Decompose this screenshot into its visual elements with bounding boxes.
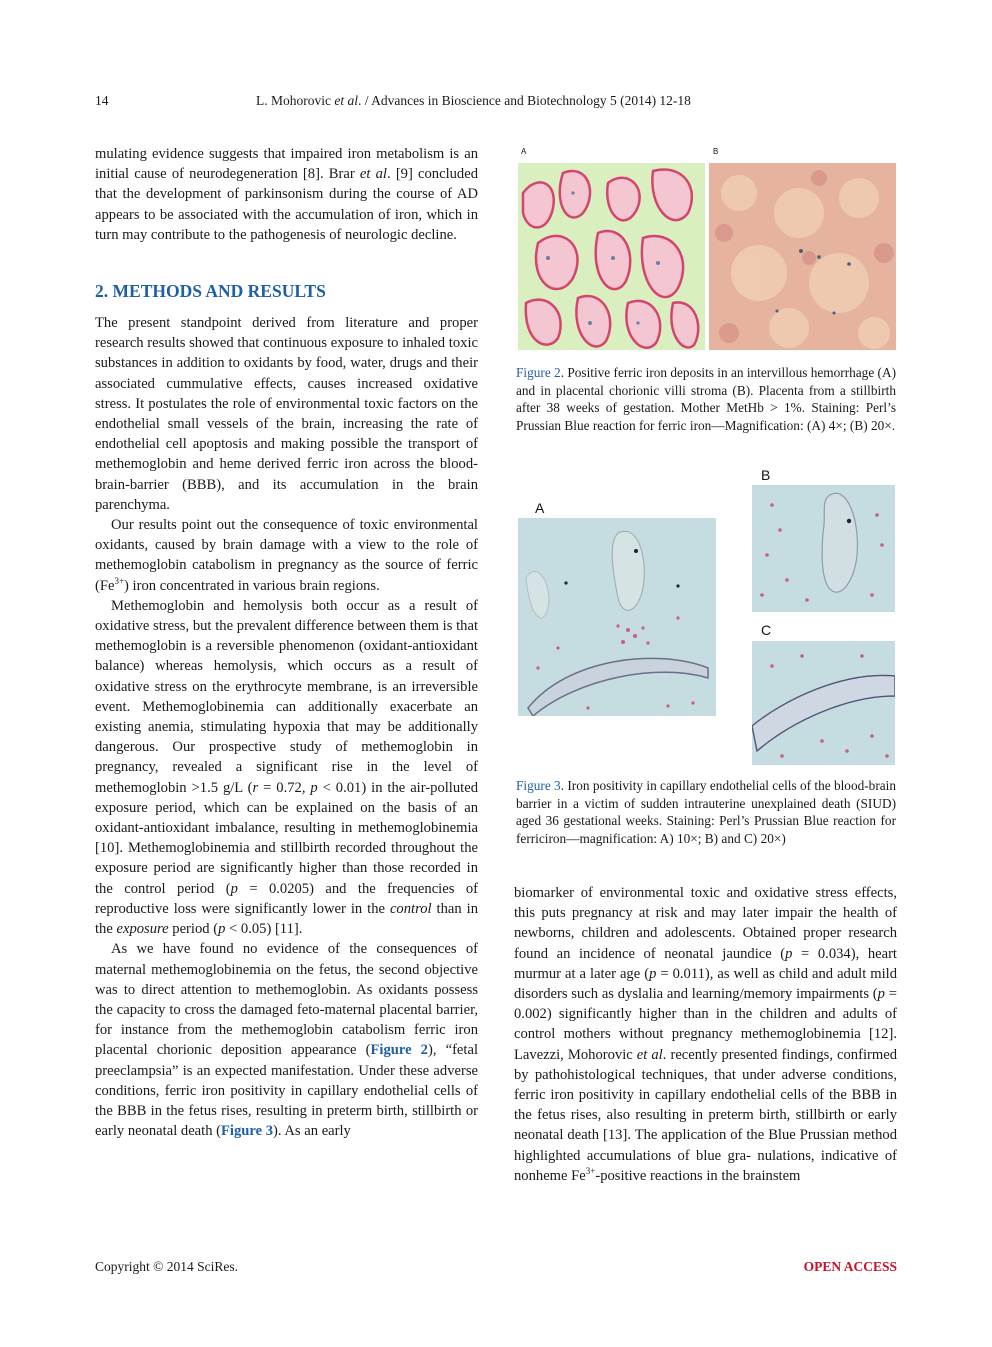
p4-text-1: As we have found no evidence of the consequences of maternal methemoglobinemia on the fetus, the second objective was to direct attention to methemoglobin. As oxidants possess the capacity to cross the damaged feto-maternal placental barrier, for instance from the methemoglobin catabolism ferric iron placental chorionic deposition appearance ( <box>95 941 478 1059</box>
figure-3-link[interactable]: Figure 3 <box>221 1123 274 1140</box>
figure2-panel-b-image <box>709 163 896 350</box>
figure2-panel-a-letter: A <box>521 147 527 156</box>
header-etal: et al <box>334 93 358 108</box>
figure3-panel-b-letter: B <box>761 467 771 483</box>
p3-text-6: period ( <box>168 921 219 938</box>
page-number: 14 <box>95 93 109 108</box>
p3-text-2: = 0.72, <box>258 779 311 796</box>
rc-text-5: . recently presented findings, confirmed by pathohistological techniques, that under adverse conditions, ferric iron positivity in capillary endothelial cells of the BBB in the fetus rises, also resulting in preterm birth, stillbirth or early neonatal death [13]. The application of the Blue Prussian method highlighted accumulations of blue gra- nulations, indicative of nonheme Fe <box>514 1046 897 1184</box>
figure-2-link[interactable]: Figure 2 <box>370 1042 428 1059</box>
intro-text-2: . [9] concluded that the development of parkinsonism during the course of AD appears to be associated with the accumulation of iron, which in turn may contribute to the pathogenesis of neurologic decline. <box>95 166 478 243</box>
rc-text-1: biomarker of environmental toxic and oxidative stress effects, this puts pregnancy at risk and may later impair the health of newborns, children and adolescents. Obtained proper research found an incidence of neonatal jaundice ( <box>514 885 897 962</box>
paragraph-4 <box>95 939 478 1141</box>
rc-p1: p <box>785 945 793 962</box>
rc-etal: et al <box>636 1046 663 1063</box>
running-header <box>256 93 691 109</box>
right-paragraph <box>514 883 897 1186</box>
figure3-panel-b-image <box>752 485 895 612</box>
figure2-panel-a-image <box>518 163 705 350</box>
p3-control: control <box>389 900 432 917</box>
figure2-caption <box>516 364 896 434</box>
rc-text-2: = 0.034), heart murmur at a later age ( <box>514 945 897 982</box>
p3-text-5: than in the <box>95 900 478 938</box>
paragraph-3 <box>95 596 478 939</box>
p3-text-1: Methemoglobin and hemolysis both occur as a result of oxidative stress, but the prevalent difference between them is that methemoglobin is a reversible phenomenon (oxidant-antioxidant balance) whereas hemolysis, which occurs as a result of oxidative stress on the erythrocyte membrane, is an irreversible event. Methemoglobinemia can additionally exacerbate an existing anemia, stimulating hypoxia that may be additionally dangerous. Our prospective study of methemoglobin in pregnancy, revealed a significant rise in the level of methemoglobin >1.5 g/L ( <box>95 597 478 796</box>
p2-text-2: ) iron concentrated in various brain regions. <box>124 577 380 594</box>
rc-p2: p <box>649 965 657 982</box>
paragraph-2 <box>95 515 478 596</box>
p4-text-3: ). As an early <box>273 1123 351 1140</box>
figure3-caption-text: . Iron positivity in capillary endothelial cells of the blood-brain barrier in a victim of sudden intrauterine unexplained death (SIUD) aged 36 gestational weeks. Staining: Perl’s Prussian Blue reaction for ferriciron—magnification: A) 10×; B) and C) 20×) <box>516 778 896 846</box>
p3-p3: p <box>218 921 226 938</box>
figure2-panel-b-letter: B <box>713 147 719 156</box>
figure2-label: Figure 2 <box>516 365 561 380</box>
header-authors: L. Mohorovic <box>256 93 331 108</box>
figure3-panel-c-image <box>752 641 895 765</box>
intro-etal: et al <box>359 166 387 183</box>
rc-sup: 3+ <box>585 1165 596 1176</box>
figure3-label: Figure 3 <box>516 778 561 793</box>
figure3-caption <box>516 777 896 847</box>
p2-text-1: Our results point out the consequence of toxic environmental oxidants, caused by brain damage with a view to the role of methemoglobin catabolism in pregnancy as the source of ferric (Fe <box>95 517 478 594</box>
section-heading: 2. METHODS AND RESULTS <box>95 281 326 301</box>
p3-p2: p <box>230 880 238 897</box>
p3-text-7: < 0.05) [11]. <box>225 921 303 938</box>
p2-sup: 3+ <box>114 575 125 586</box>
intro-text-1: mulating evidence suggests that impaired iron metabolism is an initial cause of neurodegeneration [8]. Brar <box>95 146 478 183</box>
right-column-body <box>514 883 897 1186</box>
p3-text-3: < 0.01) in the air-polluted exposure period, which can be explained on the basis of an oxidant-antioxidant imbalance, resulting in methemoglobinemia [10]. Methemoglobinemia and stillbirth recorded throughout the exposure period are significantly higher than those recorded in the control period ( <box>95 779 478 897</box>
paragraph-1: The present standpoint derived from literature and proper research results showed that continuous exposure to inhaled toxic substances in addition to oxidants by food, water, drugs and their associated cummulative effects, causes increased oxidative stress. It postulates the role of environmental toxic factors on the endothelial small vessels of the brain, increasing the rate of endothelial cell apoptosis and making possible the transport of methemoglobin and heme derived ferric iron across the blood-brain-barrier (BBB), and its accumulation in the brain parenchyma. <box>95 315 478 513</box>
p3-p1: p <box>310 779 318 796</box>
figure3-panel-a-image <box>518 518 716 716</box>
p3-r: r <box>252 779 259 796</box>
open-access-badge: OPEN ACCESS <box>803 1259 897 1274</box>
p3-text-4: = 0.0205) and the frequencies of reproductive loss were significantly lower in the <box>95 880 478 917</box>
header-journal: . / Advances in Bioscience and Biotechnology 5 (2014) 12-18 <box>358 93 691 108</box>
intro-paragraph <box>95 144 478 245</box>
rc-text-6: -positive reactions in the brainstem <box>595 1167 801 1184</box>
p3-exposure: exposure <box>116 921 169 938</box>
figure3-panel-a-letter: A <box>535 500 545 516</box>
rc-p3: p <box>877 986 885 1003</box>
figure3-panel-c-letter: C <box>761 622 772 638</box>
rc-text-3: = 0.011), as well as child and adult mild disorders such as dyslalia and learning/memory impairments ( <box>514 965 898 1003</box>
left-column-body <box>95 313 478 1141</box>
copyright: Copyright © 2014 SciRes. <box>95 1259 239 1274</box>
figure2-caption-text: . Positive ferric iron deposits in an intervillous hemorrhage (A) and in placental chorionic villi stroma (B). Placenta from a stillbirth after 38 weeks of gestation. Mother MetHb > 1%. Staining: Perl’s Prussian Blue reaction for ferric iron—Magnification: (A) 4×; (B) 20×. <box>516 365 897 433</box>
left-column-intro <box>95 144 478 245</box>
rc-text-4: = 0.002) significantly higher than in the children and adults of control mothers without pregnancy methemoglobinemia [12]. Lavezzi, Mohorovic <box>514 986 897 1063</box>
p4-text-2: ), “fetal preeclampsia” is an expected manifestation. Under these adverse conditions, ferric iron positivity in capillary endothelial cells of the BBB in the fetus rises, resulting in preterm birth, stillbirth or early neonatal death ( <box>95 1042 479 1140</box>
